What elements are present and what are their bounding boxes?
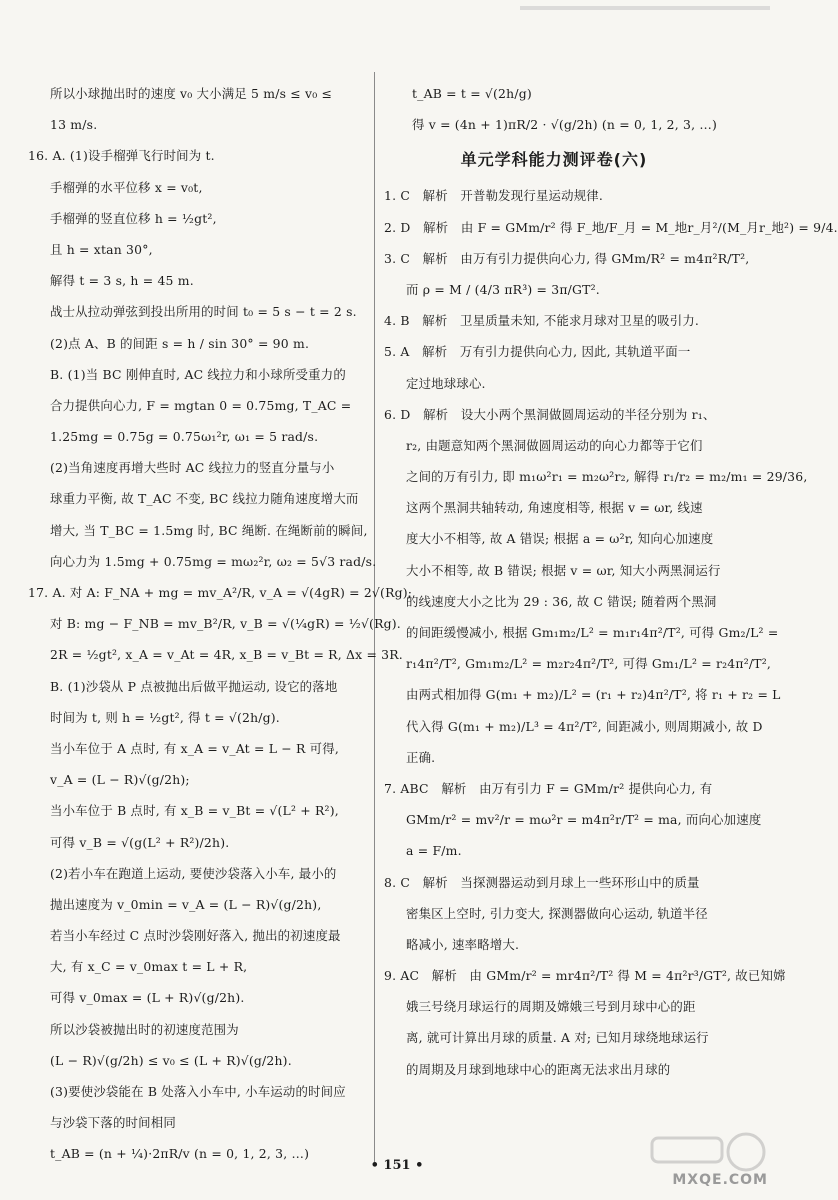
text-line: 可得 v_0max = (L + R)√(g/2h). [50, 990, 245, 1006]
text-line: (3)要使沙袋能在 B 处落入小车中, 小车运动的时间应 [50, 1084, 346, 1099]
text-line: 时间为 t, 则 h = ½gt², 得 t = √(2h/g). [50, 709, 280, 725]
text-line: (2)若小车在跑道上运动, 要使沙袋落入小车, 最小的 [50, 865, 337, 881]
text-line: r₁4π²/T², Gm₁m₂/L² = m₂r₂4π²/T², 可得 Gm₁/L² = r₂4π²/T², [406, 656, 772, 672]
text-line: B. (1)沙袋从 P 点被抛出后做平抛运动, 设它的落地 [50, 678, 338, 694]
text-line: 9. AC 解析 由 GMm/r² = mr4π²/T² 得 M = 4π²r³/GT², 故已知嫦 [384, 968, 786, 984]
text-line: 度大小不相等, 故 A 错误; 根据 a = ω²r, 知向心加速度 [406, 531, 714, 547]
text-line: 若当小车经过 C 点时沙袋刚好落入, 抛出的初速度最 [50, 928, 341, 944]
text-line: 这两个黑洞共轴转动, 角速度相等, 根据 v = ωr, 线速 [406, 500, 703, 516]
section-heading: 单元学科能力测评卷(六) [460, 150, 648, 170]
text-line: 且 h = xtan 30°, [50, 241, 153, 257]
text-line: 1. C 解析 开普勒发现行星运动规律. [384, 188, 604, 204]
text-line: 娥三号绕月球运行的周期及嫦娥三号到月球中心的距 [406, 999, 696, 1015]
text-line: 当小车位于 B 点时, 有 x_B = v_Bt = √(L² + R²), [50, 803, 339, 819]
right-column [384, 78, 838, 1085]
text-line: 3. C 解析 由万有引力提供向心力, 得 GMm/R² = m4π²R/T², [384, 250, 750, 266]
text-line: 增大, 当 T_BC = 1.5mg 时, BC 绳断. 在绳断前的瞬间, [50, 522, 368, 538]
text-line: 大小不相等, 故 B 错误; 根据 v = ωr, 知大小两黑洞运行 [406, 562, 721, 578]
text-line: 的线速度大小之比为 29 : 36, 故 C 错误; 随着两个黑洞 [406, 593, 717, 609]
text-line: 1.25mg = 0.75g = 0.75ω₁²r, ω₁ = 5 rad/s. [50, 429, 319, 445]
text-line: 密集区上空时, 引力变大, 探测器做向心运动, 轨道半径 [406, 905, 708, 921]
text-line: 正确. [406, 749, 436, 765]
text-line: 抛出速度为 v_0min = v_A = (L − R)√(g/2h), [50, 896, 322, 912]
text-line: GMm/r² = mv²/r = mω²r = m4π²r/T² = ma, 而向心加速度 [406, 812, 762, 828]
text-line: 之间的万有引力, 即 m₁ω²r₁ = m₂ω²r₂, 解得 r₁/r₂ = m₂/m₁ = 29/36, [406, 469, 808, 485]
text-line: 所以小球抛出时的速度 v₀ 大小满足 5 m/s ≤ v₀ ≤ [50, 86, 333, 101]
text-line: 战士从拉动弹弦到投出所用的时间 t₀ = 5 s − t = 2 s. [50, 304, 357, 320]
text-line: 球重力平衡, 故 T_AC 不变, BC 线拉力随角速度增大而 [50, 491, 359, 507]
text-line: (2)点 A、B 的间距 s = h / sin 30° = 90 m. [50, 335, 310, 351]
text-line: v_A = (L − R)√(g/2h); [50, 772, 190, 788]
text-line: 大, 有 x_C = v_0max t = L + R, [50, 959, 248, 975]
text-line: a = F/m. [406, 843, 462, 859]
text-line: 2R = ½gt², x_A = v_At = 4R, x_B = v_Bt = R, Δx = 3R. [50, 647, 403, 663]
text-line: 定过地球球心. [406, 375, 486, 391]
text-line: (L − R)√(g/2h) ≤ v₀ ≤ (L + R)√(g/2h). [50, 1052, 292, 1068]
text-line: t_AB = t = √(2h/g) [412, 86, 532, 101]
text-line: 所以沙袋被抛出时的初速度范围为 [50, 1021, 239, 1037]
text-line: 4. B 解析 卫星质量未知, 不能求月球对卫星的吸引力. [384, 313, 700, 329]
text-line: 7. ABC 解析 由万有引力 F = GMm/r² 提供向心力, 有 [384, 780, 713, 796]
text-line: 6. D 解析 设大小两个黑洞做圆周运动的半径分别为 r₁、 [384, 406, 716, 422]
text-line: 5. A 解析 万有引力提供向心力, 因此, 其轨道平面一 [384, 344, 691, 360]
page-number: • 151 • [370, 1158, 424, 1173]
scan-artifact [520, 6, 770, 10]
text-line: 向心力为 1.5mg + 0.75mg = mω₂²r, ω₂ = 5√3 rad/s. [50, 553, 377, 569]
text-line: 13 m/s. [50, 117, 98, 133]
text-line: (2)当角速度再增大些时 AC 线拉力的竖直分量与小 [50, 460, 335, 476]
text-line: 的周期及月球到地球中心的距离无法求出月球的 [406, 1061, 671, 1077]
text-line: 合力提供向心力, F = mgtan 0 = 0.75mg, T_AC = [50, 397, 352, 413]
text-line: 可得 v_B = √(g(L² + R²)/2h). [50, 834, 230, 850]
text-line: B. (1)当 BC 刚伸直时, AC 线拉力和小球所受重力的 [50, 366, 346, 382]
text-line: 8. C 解析 当探测器运动到月球上一些环形山中的质量 [384, 874, 700, 890]
text-line: r₂, 由题意知两个黑洞做圆周运动的向心力都等于它们 [406, 437, 703, 453]
text-line: 的间距缓慢减小, 根据 Gm₁m₂/L² = m₁r₁4π²/T², 可得 Gm₂/L² = [406, 625, 779, 640]
text-line: 略减小, 速率略增大. [406, 936, 520, 952]
text-line: 离, 就可计算出月球的质量. A 对; 已知月球绕地球运行 [406, 1030, 709, 1046]
text-line: 由两式相加得 G(m₁ + m₂)/L² = (r₁ + r₂)4π²/T², 将 r₁ + r₂ = L [406, 687, 781, 703]
text-line: 得 v = (4n + 1)πR/2 · √(g/2h) (n = 0, 1, 2, 3, …) [412, 117, 718, 133]
text-line: 16. A. (1)设手榴弹飞行时间为 t. [28, 148, 215, 164]
text-line: 2. D 解析 由 F = GMm/r² 得 F_地/F_月 = M_地r_月²/(M_月r_地²) = 9/4. [384, 219, 838, 235]
text-line: 与沙袋下落的时间相同 [50, 1115, 176, 1131]
text-line: 代入得 G(m₁ + m₂)/L³ = 4π²/T², 间距减小, 则周期减小, 故 D [406, 718, 763, 734]
text-line: 17. A. 对 A: F_NA + mg = mv_A²/R, v_A = √(4gR) = 2√(Rg); [28, 585, 413, 600]
text-line: 当小车位于 A 点时, 有 x_A = v_At = L − R 可得, [50, 740, 339, 756]
text-line: t_AB = (n + ¼)·2πR/v (n = 0, 1, 2, 3, …) [50, 1146, 310, 1162]
text-line: 解得 t = 3 s, h = 45 m. [50, 273, 194, 289]
text-line: 手榴弹的竖直位移 h = ½gt², [50, 210, 217, 226]
text-line: 对 B: mg − F_NB = mv_B²/R, v_B = √(¼gR) = ½√(Rg). [50, 616, 401, 632]
text-line: 手榴弹的水平位移 x = v₀t, [50, 179, 203, 195]
watermark-text: MXQE.COM [672, 1172, 768, 1188]
text-line: 而 ρ = M / (4/3 πR³) = 3π/GT². [406, 281, 600, 297]
